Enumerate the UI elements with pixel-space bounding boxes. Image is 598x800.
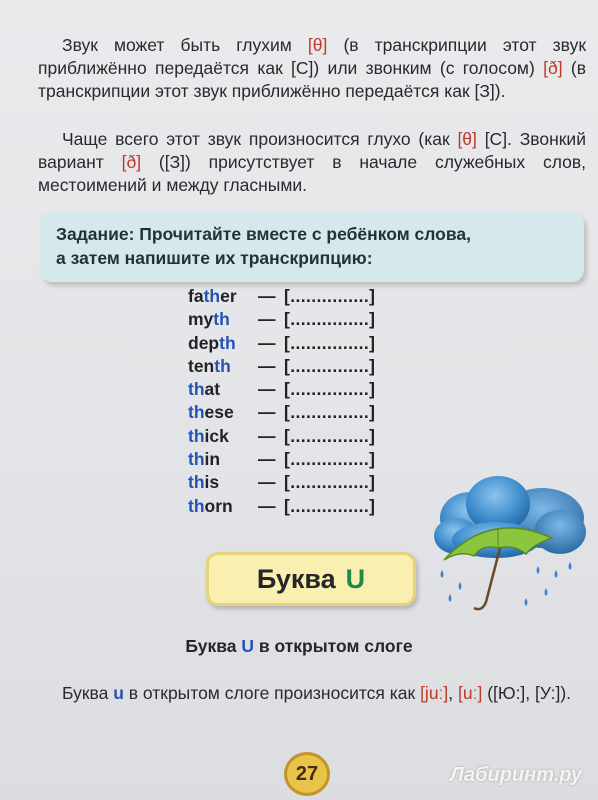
text-span: Буква bbox=[185, 636, 242, 656]
section-subheading bbox=[0, 636, 598, 657]
dash: — bbox=[258, 402, 276, 423]
task-line-2: а затем напишите их транскрипцию: bbox=[56, 248, 373, 268]
rule-paragraph bbox=[38, 682, 586, 705]
text-span: ([З]) присутствует в начале служебных слов, местоимений и между гласными. bbox=[38, 152, 586, 195]
text-span: Буква bbox=[62, 683, 114, 703]
transcription-blank[interactable]: [...............] bbox=[284, 495, 376, 516]
word: father bbox=[188, 286, 237, 306]
word-row bbox=[188, 379, 428, 402]
word-row bbox=[188, 472, 428, 495]
phonetic-symbol: [ð] bbox=[543, 58, 563, 78]
highlight-letter: u bbox=[113, 683, 124, 703]
page-number: 27 bbox=[284, 752, 330, 796]
word: thorn bbox=[188, 495, 233, 516]
task-text bbox=[56, 222, 576, 270]
text-span: Звук может быть глухим bbox=[62, 35, 308, 55]
text-span: (в транскрипции этот звук приближённо передаётся как [З]). bbox=[38, 58, 586, 101]
word-row bbox=[188, 402, 428, 425]
word: thick bbox=[188, 425, 229, 446]
letter-heading-word: Буква bbox=[256, 564, 336, 594]
transcription-blank[interactable]: [...............] bbox=[284, 355, 376, 376]
dash: — bbox=[258, 355, 276, 376]
letter-heading-letter: U bbox=[345, 564, 366, 594]
text-span: ([Ю:], [У:]). bbox=[482, 683, 572, 703]
task-box bbox=[40, 212, 584, 282]
text-span: в открытом слоге произносится как bbox=[123, 683, 421, 703]
text-span: (в транскрипции этот звук приближённо передаётся как [С]) или звонким (с голосом) bbox=[38, 35, 586, 78]
dash: — bbox=[258, 449, 276, 470]
phonetic-symbol: [uː] bbox=[458, 683, 483, 703]
dash: — bbox=[258, 425, 276, 446]
task-line-1: Задание: Прочитайте вместе с ребёнком слова, bbox=[56, 224, 471, 244]
word: these bbox=[188, 402, 234, 423]
phonetic-symbol: [θ] bbox=[457, 129, 477, 149]
transcription-blank[interactable]: [...............] bbox=[284, 402, 376, 423]
dash: — bbox=[258, 309, 276, 330]
usage-paragraph bbox=[38, 128, 586, 197]
word-list bbox=[188, 286, 428, 519]
word: this bbox=[188, 472, 220, 493]
highlight-letter: U bbox=[241, 636, 254, 656]
text-span: , bbox=[448, 683, 459, 703]
transcription-blank[interactable]: [...............] bbox=[284, 286, 376, 306]
dash: — bbox=[258, 286, 276, 306]
word-row bbox=[188, 426, 428, 449]
dash: — bbox=[258, 332, 276, 353]
transcription-blank[interactable]: [...............] bbox=[284, 425, 376, 446]
dash: — bbox=[258, 472, 276, 493]
transcription-blank[interactable]: [...............] bbox=[284, 449, 376, 470]
text-span: Чаще всего этот звук произносится глухо (как bbox=[62, 129, 458, 149]
transcription-blank[interactable]: [...............] bbox=[284, 379, 376, 400]
transcription-blank[interactable]: [...............] bbox=[284, 332, 376, 353]
word: myth bbox=[188, 309, 230, 330]
text-span: в открытом слоге bbox=[253, 636, 413, 656]
letter-heading-badge bbox=[206, 552, 416, 606]
phonetic-symbol: [juː] bbox=[420, 683, 449, 703]
word-row bbox=[188, 309, 428, 332]
word-row bbox=[188, 449, 428, 472]
word-row bbox=[188, 496, 428, 519]
word-row bbox=[188, 286, 428, 309]
phonetic-symbol: [θ] bbox=[307, 35, 328, 55]
word: depth bbox=[188, 332, 236, 353]
word-row bbox=[188, 356, 428, 379]
dash: — bbox=[258, 379, 276, 400]
transcription-blank[interactable]: [...............] bbox=[284, 309, 376, 330]
intro-paragraph bbox=[38, 34, 586, 103]
word-row bbox=[188, 333, 428, 356]
transcription-blank[interactable]: [...............] bbox=[284, 472, 376, 493]
word: thin bbox=[188, 449, 221, 470]
raindrop-icons bbox=[441, 562, 572, 606]
dash: — bbox=[258, 495, 276, 516]
phonetic-symbol: [ð] bbox=[121, 152, 142, 172]
rain-umbrella-illustration bbox=[430, 470, 590, 620]
word: tenth bbox=[188, 355, 231, 376]
watermark-logo: Лабиринт.ру bbox=[450, 764, 583, 786]
text-span: [С]. Звонкий вариант bbox=[38, 129, 586, 172]
word: that bbox=[188, 379, 221, 400]
